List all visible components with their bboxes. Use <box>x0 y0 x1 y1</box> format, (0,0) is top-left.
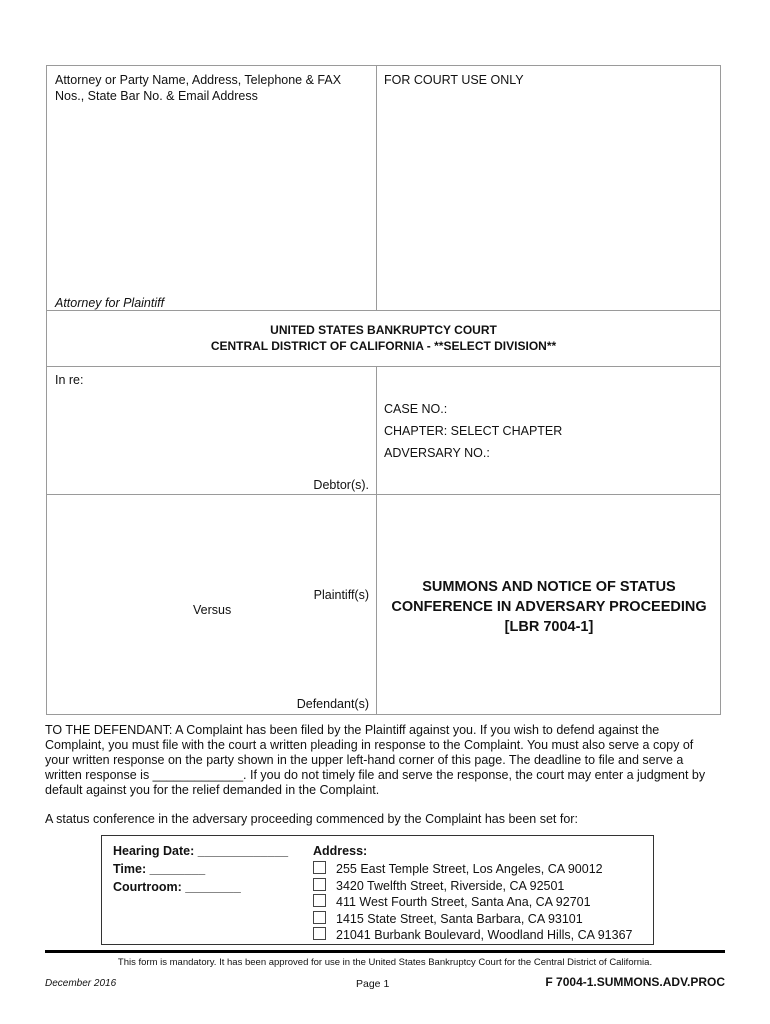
defendant-notice-line: default against you for the relief demanded in the Complaint. <box>45 783 380 797</box>
address-label: Address: <box>313 844 368 858</box>
footer-form-id: F 7004-1.SUMMONS.ADV.PROC <box>545 975 725 989</box>
checkbox[interactable] <box>313 927 326 940</box>
divider-horizontal-2 <box>46 366 721 367</box>
defendant-notice <box>45 723 725 798</box>
address-option[interactable] <box>313 894 633 911</box>
document-title-line1: SUMMONS AND NOTICE OF STATUS <box>422 579 676 595</box>
status-conference-text: A status conference in the adversary proceeding commenced by the Complaint has been set for: <box>45 812 578 826</box>
address-text: 411 West Fourth Street, Santa Ana, CA 92701 <box>336 895 591 909</box>
document-title-line3: [LBR 7004-1] <box>504 619 594 635</box>
court-use-label: FOR COURT USE ONLY <box>384 73 524 87</box>
address-option[interactable] <box>313 911 633 928</box>
footer-mandatory-note: This form is mandatory. It has been approved for use in the United States Bankruptcy Court for the Central District of California. <box>117 957 653 968</box>
divider-vertical-bottom <box>376 366 377 715</box>
hearing-courtroom-field: Courtroom: ________ <box>113 880 241 894</box>
footer-rule <box>45 950 725 953</box>
address-text: 3420 Twelfth Street, Riverside, CA 92501 <box>336 878 565 893</box>
adversary-no-label: ADVERSARY NO.: <box>384 446 490 460</box>
defendant-notice-line: TO THE DEFENDANT: A Complaint has been filed by the Plaintiff against you. If you wish to defend against the <box>45 723 660 737</box>
attorney-label-line2: Nos., State Bar No. & Email Address <box>55 89 258 103</box>
checkbox[interactable] <box>313 878 326 891</box>
address-options <box>313 861 633 944</box>
divider-vertical-top <box>376 65 377 310</box>
plaintiffs-label: Plaintiff(s) <box>313 588 369 602</box>
hearing-time-field: Time: ________ <box>113 862 206 876</box>
attorney-label-line1: Attorney or Party Name, Address, Telephone & FAX <box>55 73 342 87</box>
defendant-notice-line: your written response on the party shown in the upper left-hand corner of this page. The deadline to file and serve a <box>45 753 684 767</box>
address-option[interactable] <box>313 927 633 944</box>
court-name: UNITED STATES BANKRUPTCY COURT <box>270 323 497 337</box>
chapter-label: CHAPTER: SELECT CHAPTER <box>384 424 563 438</box>
versus-label: Versus <box>193 603 232 617</box>
checkbox[interactable] <box>313 911 326 924</box>
address-text: 21041 Burbank Boulevard, Woodland Hills, CA 91367 <box>336 928 633 942</box>
court-district: CENTRAL DISTRICT OF CALIFORNIA - **SELECT DIVISION** <box>210 339 557 353</box>
checkbox[interactable] <box>313 861 326 874</box>
address-option[interactable] <box>313 861 633 878</box>
footer-date: December 2016 <box>45 978 117 989</box>
defendants-label: Defendant(s) <box>296 697 369 711</box>
address-text: 255 East Temple Street, Los Angeles, CA 90012 <box>336 862 603 876</box>
checkbox[interactable] <box>313 894 326 907</box>
address-text: 1415 State Street, Santa Barbara, CA 93101 <box>336 911 583 926</box>
case-no-label: CASE NO.: <box>384 402 448 416</box>
divider-horizontal-3 <box>46 494 721 495</box>
document-title-line2: CONFERENCE IN ADVERSARY PROCEEDING <box>391 599 707 615</box>
footer-page-number: Page 1 <box>356 978 390 990</box>
in-re-label: In re: <box>55 373 84 387</box>
hearing-date-field: Hearing Date: _____________ <box>113 844 289 858</box>
debtors-label: Debtor(s). <box>313 478 369 492</box>
defendant-notice-line: written response is _____________. If you do not timely file and serve the response, the court may enter a judgment by <box>45 768 706 782</box>
defendant-notice-line: Complaint, you must file with the court a written pleading in response to the Complaint. You must also serve a copy of <box>45 738 694 752</box>
attorney-for-label: Attorney for Plaintiff <box>55 296 165 310</box>
address-option[interactable] <box>313 878 633 895</box>
